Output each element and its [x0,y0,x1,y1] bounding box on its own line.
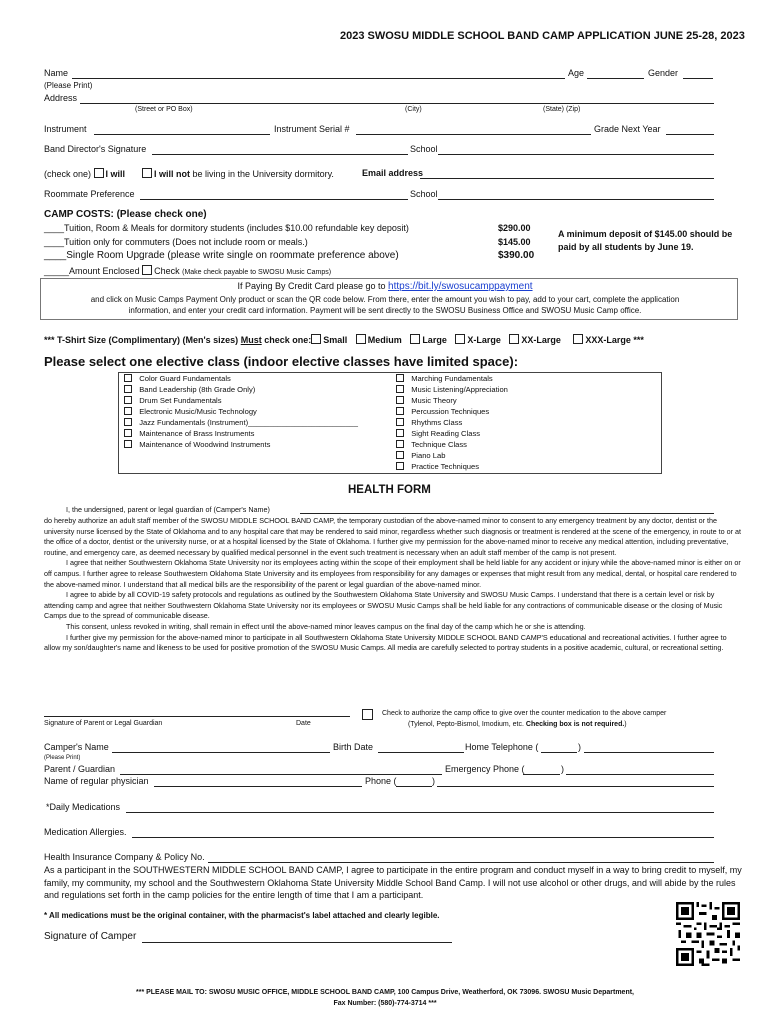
payment-line-1 [0,281,770,292]
tshirt-label: *** T-Shirt Size (Complimentary) (Men's sizes) [44,335,239,345]
gender-label: Gender [648,68,679,78]
medication-authorize-note [408,721,627,728]
birth-date-field[interactable] [378,752,464,753]
size-small-label: Small [323,335,348,345]
amount-enclosed-row [44,265,331,276]
tshirt-row [44,334,644,345]
check-one-label [44,168,125,179]
size-medium-label: Medium [367,335,402,345]
elective-checkbox[interactable] [396,462,404,470]
size-xxxlarge-checkbox[interactable] [573,334,583,344]
elective-item[interactable] [396,450,508,461]
health-intro: I, the undersigned, parent or legal guardian of (Camper's Name) [66,505,270,514]
elective-item[interactable] [124,428,358,439]
elective-checkbox[interactable] [396,429,404,437]
cost-item-commuter[interactable]: ____Tuition only for commuters (Does not include room or meals.) [44,237,308,247]
please-print-note: (Please Print) [44,81,93,90]
camp-costs-heading: CAMP COSTS: (Please check one) [44,209,207,220]
cost-item-dorm[interactable]: ____Tuition, Room & Meals for dormitory students (includes $10.00 refundable key deposit) [44,223,409,233]
i-will-checkbox[interactable] [94,168,104,178]
medication-allergies-label: Medication Allergies. [44,827,127,837]
payment-line-2: and click on Music Camps Payment Only product or scan the QR code below. From there, enter the amount you wish to pay, add to your cart, complete the application [90,295,680,304]
price-single-room: $390.00 [498,250,535,261]
elective-item[interactable] [124,373,358,384]
price-dorm: $290.00 [498,223,531,233]
elective-checkbox[interactable] [396,407,404,415]
dorm-text: be living in the University dormitory. [192,169,334,179]
payment-qr-code[interactable] [676,902,740,966]
physician-label: Name of regular physician [44,776,149,786]
roommate-label: Roommate Preference [44,189,135,199]
health-paragraph-3: I agree to abide by all COVID-19 safety protocols and regulations as outlined by the Southwestern Oklahoma State University and SWOSU Music Camps. I understand that there is a certain level or risk by attending camp and agree that neither Southwestern Oklahoma State University nor its employees or SWOSU Music Camps shall be held liable for any contractions of communicable disease or the closing of Music Camps due to the spread of communicable disease. [44,590,723,621]
state-zip-hint: (State) (Zip) [543,106,581,113]
instrument-label: Instrument [44,124,87,134]
elective-checkbox[interactable] [124,385,132,393]
elective-label: Percussion Techniques [411,407,490,416]
physician-paren: ) [432,776,435,786]
elective-checkbox[interactable] [396,451,404,459]
health-paragraph-4: This consent, unless revoked in writing, shall remain in effect until the above-named minor leaves campus on the final day of the camp which he or she is attending. [66,621,586,631]
elective-checkbox[interactable] [396,374,404,382]
address-field[interactable] [80,103,714,104]
elective-item[interactable] [124,406,358,417]
instrument-serial-label: Instrument Serial # [274,124,350,134]
health-consent-text [44,516,744,654]
date-label: Date [296,720,311,727]
home-telephone-label: Home Telephone ( [465,742,539,752]
instrument-serial-field[interactable] [356,134,591,135]
size-medium-checkbox[interactable] [356,334,366,344]
health-paragraph-2: I agree that neither Southwestern Oklahoma State University nor its employees acting within the scope of their employment shall be held liable for any accident or injury while the above-named minor is either on or off campus. I further agree to release Southwestern Oklahoma State University and its employees from responsibility for any damages or expenses that might result from any medical, dental, or hospital care rendered to the above-named minor. I understand that all medical bills are the responsibility of the parent or legal guardian of the above-named minor. [44,558,741,589]
elective-item[interactable] [124,439,358,450]
city-hint: (City) [405,106,422,113]
gender-field[interactable] [683,78,713,79]
elective-label: Rhythms Class [411,418,463,427]
elective-label: Music Listening/Appreciation [411,385,508,394]
elective-item[interactable] [396,428,508,439]
birth-date-label: Birth Date [333,742,374,752]
home-paren: ) [578,742,581,752]
emergency-phone-field[interactable] [566,774,714,775]
cost-item-single-room[interactable]: ____Single Room Upgrade (please write single on roommate preference above) [44,250,399,261]
elective-item[interactable] [396,417,508,428]
school-label: School [410,144,438,154]
age-label: Age [568,68,585,78]
camper-signature-field[interactable] [142,942,452,943]
medication-note-end: ) [624,721,627,728]
tshirt-must: Must [240,335,262,345]
elective-label: Marching Fundamentals [411,374,493,383]
email-label: Email address [362,168,424,178]
elective-label: Maintenance of Woodwind Instruments [139,440,271,449]
elective-label: Maintenance of Brass Instruments [139,429,255,438]
health-paragraph-1: do hereby authorize an adult staff member of the SWOSU MIDDLE SCHOOL BAND CAMP, the temporary custodian of the above-named minor to consent to any emergency treatment by any doctor, dentist or the university nurse licensed by the State of Oklahoma and to any hospital care that may be rendered to said minor, regardless whether such diagnosis or treatment is rendered at the scene of the emergency, in route to or at the office of a doctor, dentist or the university nurse, or at a hospital licensed by the State of Oklahoma. I further give my permission for the above-named minor to receive any medical attention, including preventative, routine, and emergency care, as deemed necessary by qualified medical personnel in the event such treatment is necessary when an adult staff member of the camp is not present. [44,516,742,557]
emergency-area-code-field[interactable] [523,774,560,775]
elective-label: Technique Class [411,440,467,449]
size-xxlarge-checkbox[interactable] [509,334,519,344]
band-director-field[interactable] [152,154,408,155]
size-xlarge-label: X-Large [467,335,501,345]
elective-item[interactable] [396,439,508,450]
parent-guardian-field[interactable] [120,774,442,775]
grade-field[interactable] [666,134,714,135]
i-will-not-checkbox[interactable] [142,168,152,178]
health-camper-name-field[interactable] [300,513,714,514]
campers-name-label: Camper's Name [44,742,109,752]
health-paragraph-5: I further give my permission for the above-named minor to participate in all Southwestern Oklahoma State University MIDDLE SCHOOL BAND CAMP'S educational and recreational activities. I further agree to allow my son/daughter's name and likeness to be used for positive promotion of the SWOSU Music Camps. All media are carefully selected to portray students in a positive academic, cultural, or recreational setting. [44,632,727,653]
emergency-phone-label: Emergency Phone ( [445,764,525,774]
physician-phone-label: Phone ( [365,776,397,786]
check-payment-label: Check [154,266,180,276]
medication-authorize-box[interactable] [362,709,373,720]
size-xlarge-checkbox[interactable] [455,334,465,344]
insurance-field[interactable] [208,862,714,863]
street-hint: (Street or PO Box) [135,106,193,113]
health-form-heading: HEALTH FORM [348,484,431,496]
medication-authorize-checkbox[interactable] [362,706,375,724]
elective-item[interactable] [396,395,508,406]
elective-heading: Please select one elective class (indoor elective classes have limited space): [44,354,519,369]
elective-checkbox[interactable] [124,374,132,382]
elective-checkbox[interactable] [124,396,132,404]
medication-note-text: (Tylenol, Pepto-Bismol, Imodium, etc. [408,721,524,728]
elective-label: Sight Reading Class [411,429,481,438]
elective-label: Piano Lab [411,451,446,460]
band-director-label: Band Director's Signature [44,144,147,154]
elective-item[interactable] [124,395,358,406]
size-large-label: Large [422,335,447,345]
fax-number: Fax Number: (580)-774-3714 *** [333,1000,437,1007]
size-xxxlarge-label: XXX-Large *** [585,335,644,345]
elective-label: Drum Set Fundamentals [139,396,222,405]
physician-field[interactable] [154,786,362,787]
school-label-2: School [410,189,438,199]
elective-checkbox[interactable] [396,396,404,404]
elective-label: Electronic Music/Music Technology [139,407,257,416]
elective-label: Jazz Fundamentals (Instrument)__________________________ [139,418,358,427]
participant-agreement: As a participant in the SOUTHWESTERN MIDDLE SCHOOL BAND CAMP, I agree to participate in the entire program and conduct myself in a way to bring credit to myself, my family, my community, my school and the Southwestern Oklahoma State University Middle School Band Camp. I will not use alcohol or other drugs, and will abide by the rules and regulations set forth in the camp policies for the entire length of time that I am a participant. [44,865,742,901]
elective-item[interactable] [124,417,358,428]
insurance-label: Health Insurance Company & Policy No. [44,852,205,862]
school-field[interactable] [438,154,714,155]
elective-item[interactable] [396,461,508,472]
elective-list-right [396,373,508,472]
school-field-2[interactable] [438,199,714,200]
payment-link[interactable]: https://bit.ly/swosucamppayment [388,281,533,292]
elective-checkbox[interactable] [396,418,404,426]
parent-guardian-label: Parent / Guardian [44,764,116,774]
elective-list-left [124,373,358,450]
elective-label: Practice Techniques [411,462,480,471]
campers-name-field[interactable] [112,752,330,753]
please-print-note-2: (Please Print) [44,755,81,761]
payment-line-3: information, and enter your credit card information. Payment will be sent directly to the SWOSU Business Office and SWOSU Music Camp office. [128,306,642,315]
elective-item[interactable] [124,384,358,395]
deposit-note-2: paid by all students by June 19. [558,242,694,252]
email-field[interactable] [420,178,714,179]
mailing-address: *** PLEASE MAIL TO: SWOSU MUSIC OFFICE, MIDDLE SCHOOL BAND CAMP, 100 Campus Drive, Weatherford, OK 73096. SWOSU Music Department, [136,989,634,996]
elective-item[interactable] [396,406,508,417]
medication-allergies-field[interactable] [132,837,714,838]
tshirt-check-one: check one: [264,335,312,345]
physician-area-code-field[interactable] [396,786,432,787]
physician-phone-field[interactable] [437,786,714,787]
size-large-checkbox[interactable] [410,334,420,344]
payment-line-1-text: If Paying By Credit Card please go to [237,281,386,291]
check-payment-checkbox[interactable] [142,265,152,275]
medication-container-note: * All medications must be the original container, with the pharmacist's label attached and clearly legible. [44,911,440,920]
medication-note-bold: Checking box is not required. [525,721,625,728]
medication-authorize-text: Check to authorize the camp office to give over the counter medication to the above camper [382,710,667,717]
elective-label: Music Theory [411,396,457,405]
i-will-not-label: I will not [154,169,190,179]
elective-label: Color Guard Fundamentals [139,374,231,383]
size-small-checkbox[interactable] [311,334,321,344]
age-field[interactable] [587,78,644,79]
parent-signature-label: Signature of Parent or Legal Guardian [44,720,163,727]
home-telephone-field[interactable] [584,752,714,753]
size-xxlarge-label: XX-Large [521,335,561,345]
daily-medications-field[interactable] [126,812,714,813]
elective-item[interactable] [396,384,508,395]
home-area-code-field[interactable] [541,752,577,753]
elective-label: Band Leadership (8th Grade Only) [139,385,256,394]
name-field[interactable] [72,78,565,79]
price-commuter: $145.00 [498,237,531,247]
roommate-field[interactable] [140,199,408,200]
daily-medications-label: *Daily Medications [46,802,121,812]
emergency-paren: ) [561,764,564,774]
i-will-label: I will [105,169,126,179]
check-payable-note: (Make check payable to SWOSU Music Camps) [182,269,332,276]
elective-checkbox[interactable] [124,440,132,448]
parent-signature-field[interactable] [44,716,350,717]
address-label: Address [44,93,78,103]
elective-checkbox[interactable] [124,429,132,437]
elective-item[interactable] [396,373,508,384]
elective-checkbox[interactable] [124,407,132,415]
amount-enclosed-label[interactable]: _____Amount Enclosed [44,266,140,276]
instrument-field[interactable] [94,134,270,135]
page-title: 2023 SWOSU MIDDLE SCHOOL BAND CAMP APPLICATION JUNE 25-28, 2023 [340,30,745,42]
camper-signature-label: Signature of Camper [44,931,137,942]
grade-next-year-label: Grade Next Year [594,124,661,134]
elective-checkbox[interactable] [396,440,404,448]
check-one-text: (check one) [44,169,92,179]
deposit-note-1: A minimum deposit of $145.00 should be [558,229,733,239]
name-label: Name [44,68,69,78]
elective-checkbox[interactable] [396,385,404,393]
dorm-option [142,168,334,179]
elective-checkbox[interactable] [124,418,132,426]
